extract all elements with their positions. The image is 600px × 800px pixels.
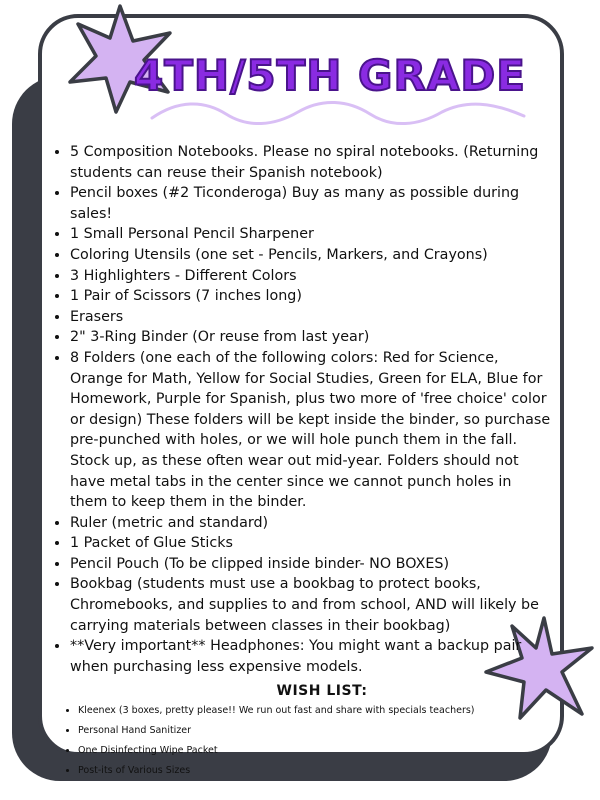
list-item: • Bookbag (students must use a bookbag to protect books, Chromebooks, and supplies to and from school, AND will likely be carrying materials between classes in their bookbag): [70, 574, 552, 636]
wish-list-item: • Personal Hand Sanitizer: [78, 721, 552, 741]
wish-list-item: • Post-its of Various Sizes: [78, 761, 552, 781]
list-item: • 2" 3-Ring Binder (Or reuse from last year): [70, 327, 552, 348]
list-item: • 8 Folders (one each of the following colors: Red for Science, Orange for Math, Yellow for Social Studies, Green for ELA, Blue for Homework, Purple for Spanish, plus two more of 'free choice' color or design) These folders will be kept inside the binder, so purchase pre-punched with holes, or we will hole punch them in the fall. Stock up, as these often wear out mid-year. Folders should not have metal tabs in the center since we cannot punch holes in them to keep them in the binder.: [70, 348, 552, 513]
squiggle-divider-icon: [148, 96, 528, 130]
list-item: • Erasers: [70, 307, 552, 328]
supply-list: [52, 142, 552, 677]
list-item: • 1 Small Personal Pencil Sharpener: [70, 224, 552, 245]
wish-list-item: • Kleenex (3 boxes, pretty please!! We run out fast and share with specials teachers): [78, 701, 552, 721]
list-item: • 1 Packet of Glue Sticks: [70, 533, 552, 554]
list-item: • 5 Composition Notebooks. Please no spiral notebooks. (Returning students can reuse their Spanish notebook): [70, 142, 552, 183]
list-item: • 3 Highlighters - Different Colors: [70, 266, 552, 287]
list-item: • **Very important** Headphones: You might want a backup pair when purchasing less expensive models.: [70, 636, 552, 677]
wish-list-title: WISH LIST:: [276, 683, 368, 700]
list-item: • Pencil Pouch (To be clipped inside binder- NO BOXES): [70, 554, 552, 575]
wish-list-item: • One Disinfecting Wipe Packet: [78, 741, 552, 761]
list-item: • Coloring Utensils (one set - Pencils, Markers, and Crayons): [70, 245, 552, 266]
list-item: • 1 Pair of Scissors (7 inches long): [70, 286, 552, 307]
page-title: 4TH/5TH GRADE: [134, 51, 526, 100]
supply-list-section: [52, 142, 552, 781]
list-item: • Ruler (metric and standard): [70, 513, 552, 534]
wish-list: [52, 701, 552, 781]
list-item: • Pencil boxes (#2 Ticonderoga) Buy as many as possible during sales!: [70, 183, 552, 224]
